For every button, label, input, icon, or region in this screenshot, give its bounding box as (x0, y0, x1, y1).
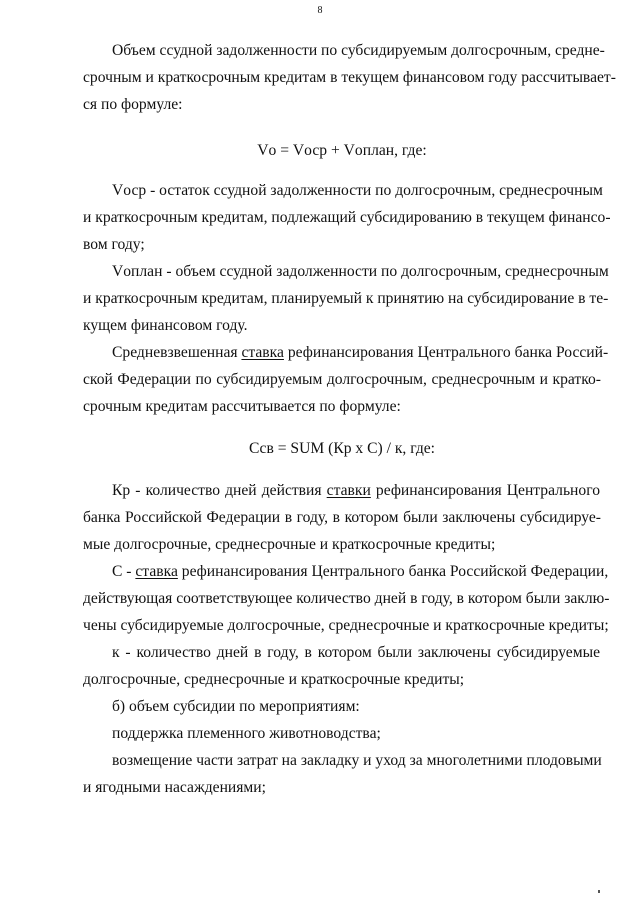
text-line (112, 748, 600, 774)
text-segment: Средневзвешенная (112, 344, 242, 361)
text-segment: к - количество дней в году, в котором были заключены субсидируемые (112, 644, 600, 661)
text-segment: поддержка племенного животноводства; (112, 725, 381, 742)
text-line (112, 640, 600, 666)
text-segment: срочным и краткосрочным кредитам в текущем финансовом году рассчитывает- (83, 69, 616, 86)
text-segment: Объем ссудной задолженности по субсидируемым долгосрочным, средне- (112, 42, 605, 59)
text-line (83, 92, 601, 118)
text-segment: банка Российской Федерации в году, в котором были заключены субсидируе- (83, 509, 601, 526)
text-line (112, 478, 600, 504)
text-segment: вом году; (83, 236, 145, 253)
text-line (83, 613, 609, 639)
text-line (83, 286, 609, 312)
text-line (112, 178, 603, 204)
text-line (83, 65, 616, 91)
text-segment: действующая соответствующее количество дней в году, в котором были заклю- (83, 590, 610, 607)
text-segment: срочным кредитам рассчитывается по формуле: (83, 398, 401, 415)
text-line (112, 694, 600, 720)
text-line (112, 340, 609, 366)
text-segment: б) объем субсидии по мероприятиям: (112, 698, 360, 715)
text-line (83, 667, 601, 693)
text-segment: Кр - количество дней действия (112, 482, 327, 499)
page-number: 8 (317, 5, 323, 16)
text-segment: кущем финансовом году. (83, 317, 248, 334)
text-segment: Vоплан - объем ссудной задолженности по долгосрочным, среднесрочным (112, 263, 609, 280)
text-segment: рефинансирования Центрального (370, 482, 600, 499)
text-line (83, 532, 601, 558)
text-line (83, 367, 601, 393)
text-segment: ся по формуле: (83, 96, 183, 113)
text-segment: и краткосрочным кредитам, подлежащий субсидированию в текущем финансо- (83, 209, 611, 226)
text-segment: С - (112, 563, 136, 580)
text-segment: рефинансирования Центрального банка Россий- (283, 344, 609, 361)
text-line (83, 586, 610, 612)
underlined-link-term[interactable]: ставки (326, 482, 371, 499)
text-segment: Ссв = SUM (Кр х С) / к, где: (248, 440, 436, 457)
text-line (83, 394, 601, 420)
text-line (83, 313, 601, 339)
text-segment: Vоср - остаток ссудной задолженности по долгосрочным, среднесрочным (112, 182, 603, 199)
text-segment: чены субсидируемые долгосрочные, среднесрочные и краткосрочные кредиты; (83, 617, 609, 634)
text-line (112, 259, 609, 285)
text-line (112, 38, 605, 64)
text-line (112, 721, 600, 747)
text-segment: мые долгосрочные, среднесрочные и краткосрочные кредиты; (83, 536, 496, 553)
text-segment: и краткосрочным кредитам, планируемый к принятию на субсидирование в те- (83, 290, 609, 307)
underlined-link-term[interactable]: ставка (241, 344, 284, 361)
text-segment: Vо = Vоср + Vоплан, где: (257, 142, 427, 159)
text-segment: ской Федерации по субсидируемым долгосрочным, среднесрочным и кратко- (83, 371, 601, 388)
text-line (83, 775, 601, 801)
underlined-link-term[interactable]: ставка (135, 563, 178, 580)
text-line (83, 232, 601, 258)
formula-line (83, 436, 601, 462)
text-segment: возмещение части затрат на закладку и уход за многолетними плодовыми (112, 752, 602, 769)
text-segment: и ягодными насаждениями; (83, 779, 266, 796)
scan-mark (598, 890, 600, 893)
text-segment: долгосрочные, среднесрочные и краткосрочные кредиты; (83, 671, 465, 688)
text-line (83, 505, 601, 531)
text-line (83, 205, 611, 231)
text-segment: рефинансирования Центрального банка Российской Федерации, (177, 563, 609, 580)
text-line (112, 559, 609, 585)
formula-line (83, 138, 601, 164)
